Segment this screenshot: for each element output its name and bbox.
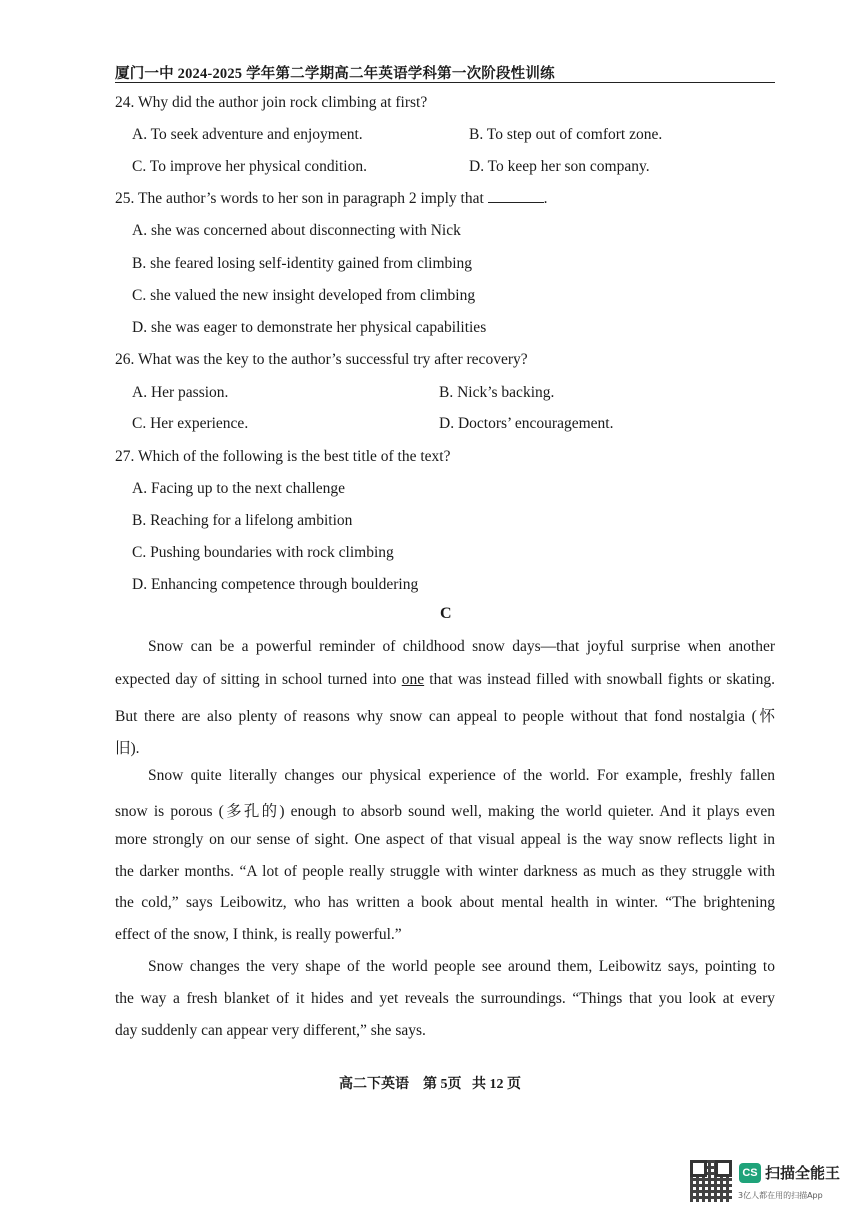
question-27-stem: 27. Which of the following is the best title of the text? — [115, 448, 451, 465]
question-24-option-a: A. To seek adventure and enjoyment. — [132, 126, 363, 143]
qr-code-icon — [690, 1160, 732, 1202]
question-25-stem-end: . — [543, 190, 548, 207]
question-25-option-c: C. she valued the new insight developed from climbing — [132, 287, 476, 304]
question-27-option-b: B. Reaching for a lifelong ambition — [132, 512, 353, 529]
passage-line: effect of the snow, I think, is really powerful.” — [115, 926, 402, 943]
passage-text: that was instead filled with snowball fights or skating. — [424, 671, 776, 688]
section-label: C — [440, 605, 452, 622]
passage-line: day suddenly can appear very different,” she says. — [115, 1022, 426, 1039]
question-26-option-b: B. Nick’s backing. — [439, 384, 555, 401]
passage-line: But there are also plenty of reasons why snow can appeal to people without that fond nostalgia (怀 — [115, 708, 775, 725]
passage-line: the cold,” says Leibowitz, who has written a book about mental health in winter. “The brightening — [115, 894, 775, 911]
question-24-option-b: B. To step out of comfort zone. — [469, 126, 663, 143]
passage-line: more strongly on our sense of sight. One aspect of that visual appeal is the way snow reflects light in — [115, 831, 775, 848]
scanner-tagline: 3亿人都在用的扫描App — [738, 1191, 823, 1200]
question-26-option-a: A. Her passion. — [132, 384, 229, 401]
question-24-option-c: C. To improve her physical condition. — [132, 158, 367, 175]
underlined-word: one — [401, 671, 425, 688]
question-25-option-a: A. she was concerned about disconnecting with Nick — [132, 222, 461, 239]
passage-text: expected day of sitting in school turned into — [115, 671, 402, 688]
question-24-option-d: D. To keep her son company. — [469, 158, 650, 175]
camscanner-logo-icon: CS — [739, 1163, 761, 1183]
passage-line: Snow changes the very shape of the world people see around them, Leibowitz says, pointing to — [148, 958, 775, 975]
question-25-stem-text: 25. The author’s words to her son in paragraph 2 imply that — [115, 190, 484, 207]
question-25-option-d: D. she was eager to demonstrate her physical capabilities — [132, 319, 487, 336]
question-27-option-c: C. Pushing boundaries with rock climbing — [132, 544, 394, 561]
passage-line: Snow quite literally changes our physical experience of the world. For example, freshly fallen — [148, 767, 775, 784]
passage-line — [115, 671, 775, 689]
passage-line: the darker months. “A lot of people really struggle with winter darkness as much as they struggle with — [115, 863, 775, 880]
scanner-app-name: 扫描全能王 — [765, 1164, 841, 1182]
question-25-stem — [115, 190, 548, 208]
question-24-stem: 24. Why did the author join rock climbing at first? — [115, 94, 428, 111]
answer-blank — [488, 190, 544, 203]
exam-header: 厦门一中 2024-2025 学年第二学期高二年英语学科第一次阶段性训练 — [115, 62, 775, 83]
question-25-option-b: B. she feared losing self-identity gained from climbing — [132, 255, 473, 272]
passage-line: Snow can be a powerful reminder of childhood snow days—that joyful surprise when another — [148, 638, 775, 655]
passage-line: 旧). — [115, 740, 140, 757]
passage-line: snow is porous (多孔的) enough to absorb sound well, making the world quieter. And it plays even — [115, 803, 775, 820]
question-26-option-c: C. Her experience. — [132, 415, 249, 432]
page-footer: 高二下英语 第 5页 共 12 页 — [339, 1077, 521, 1092]
passage-line: the way a fresh blanket of it hides and yet reveals the surroundings. “Things that you look at every — [115, 990, 775, 1007]
question-26-option-d: D. Doctors’ encouragement. — [439, 415, 614, 432]
question-27-option-a: A. Facing up to the next challenge — [132, 480, 346, 497]
question-26-stem: 26. What was the key to the author’s successful try after recovery? — [115, 351, 528, 368]
question-27-option-d: D. Enhancing competence through bouldering — [132, 576, 419, 593]
